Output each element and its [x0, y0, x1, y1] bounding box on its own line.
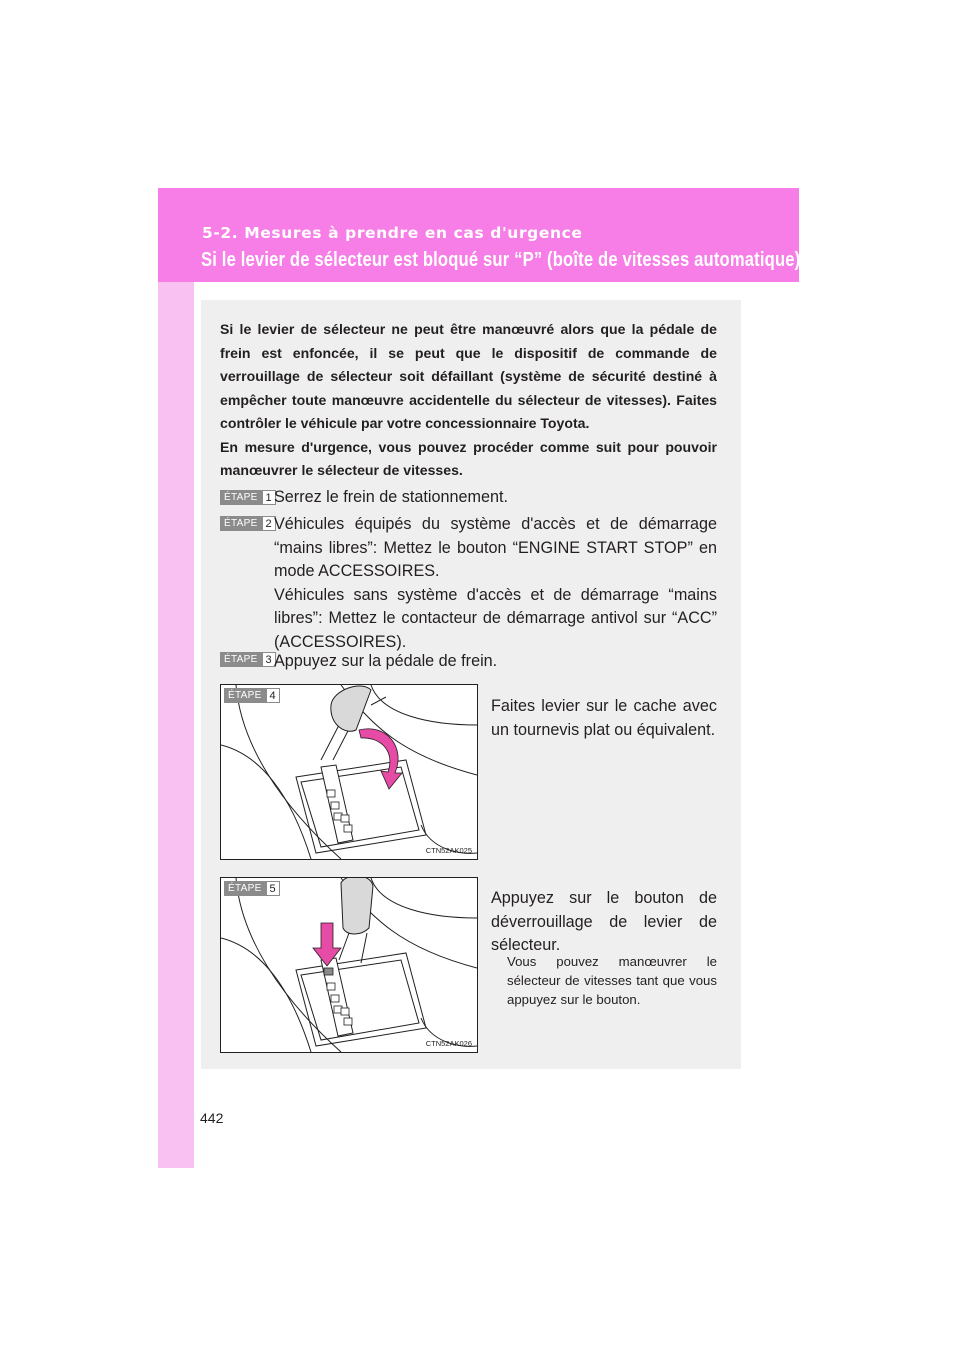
step-badge-5: [224, 881, 280, 896]
step-badge-number: 3: [262, 652, 276, 667]
step-5-note: Vous pouvez manœuvrer le sélecteur de vitesses tant que vous appuyez sur le bouton.: [507, 954, 717, 1007]
figure-code: CTN52AK025: [425, 846, 472, 855]
step-4-text: [491, 679, 717, 758]
section-label: 5-2. Mesures à prendre en cas d'urgence: [202, 224, 583, 242]
step-badge-4: [224, 688, 280, 703]
step-badge-3: [220, 652, 276, 667]
step-badge-label: ÉTAPE: [224, 688, 266, 703]
step-badge-number: 1: [262, 490, 276, 505]
intro-paragraph-2: En mesure d'urgence, vous pouvez procéder comme suit pour pouvoir manœuvrer le sélecteur de vitesses.: [220, 438, 717, 478]
step-3-text: [274, 650, 717, 674]
intro-text: [220, 318, 717, 483]
step-badge-label: ÉTAPE: [220, 652, 262, 667]
step-badge-label: ÉTAPE: [220, 516, 262, 531]
shift-lever-screwdriver-illustration: [221, 685, 477, 859]
step-2-instruction-b: Véhicules sans système d'accès et de démarrage “mains libres”: Mettez le contacteur de démarrage antivol sur “ACC” (ACCESSOIRES).: [274, 585, 717, 651]
step-badge-label: ÉTAPE: [224, 881, 266, 896]
figure-code: CTN52AK026: [425, 1039, 472, 1048]
step-1-text: [274, 486, 717, 510]
step-1-instruction: Serrez le frein de stationnement.: [274, 488, 508, 506]
step-4-instruction: Faites levier sur le cache avec un tournevis plat ou équivalent.: [491, 697, 717, 739]
step-badge-label: ÉTAPE: [220, 490, 262, 505]
figure-step-5: [220, 877, 478, 1053]
page-number: 442: [200, 1110, 224, 1126]
step-3-instruction: Appuyez sur la pédale de frein.: [274, 652, 498, 670]
step-badge-2: [220, 516, 276, 531]
step-badge-number: 4: [266, 688, 280, 703]
step-badge-1: [220, 490, 276, 505]
step-5-instruction: Appuyez sur le bouton de déverrouillage de levier de sélecteur.: [491, 889, 717, 955]
step-2-instruction-a: Véhicules équipés du système d'accès et de démarrage “mains libres”: Mettez le bouton “ENGINE START STOP” en mode ACCESSOIRES.: [274, 515, 717, 580]
page-title: Si le levier de sélecteur est bloqué sur “P” (boîte de vitesses automatique): [201, 249, 801, 271]
step-badge-number: 5: [266, 881, 280, 896]
intro-paragraph-1: Si le levier de sélecteur ne peut être manœuvré alors que la pédale de frein est enfoncée, il se peut que le dispositif de commande de verrouillage de sélecteur soit défaillant (système de sécurité destiné à empêcher toute manœuvre accidentelle du sélecteur de vitesses). Faites contrôler le véhicule par votre concessionnaire Toyota.: [220, 321, 717, 431]
figure-step-4: [220, 684, 478, 860]
step-2-text: [274, 513, 717, 654]
side-strip: [158, 188, 194, 1168]
step-badge-number: 2: [262, 516, 276, 531]
shift-lever-release-button-illustration: [221, 878, 477, 1052]
